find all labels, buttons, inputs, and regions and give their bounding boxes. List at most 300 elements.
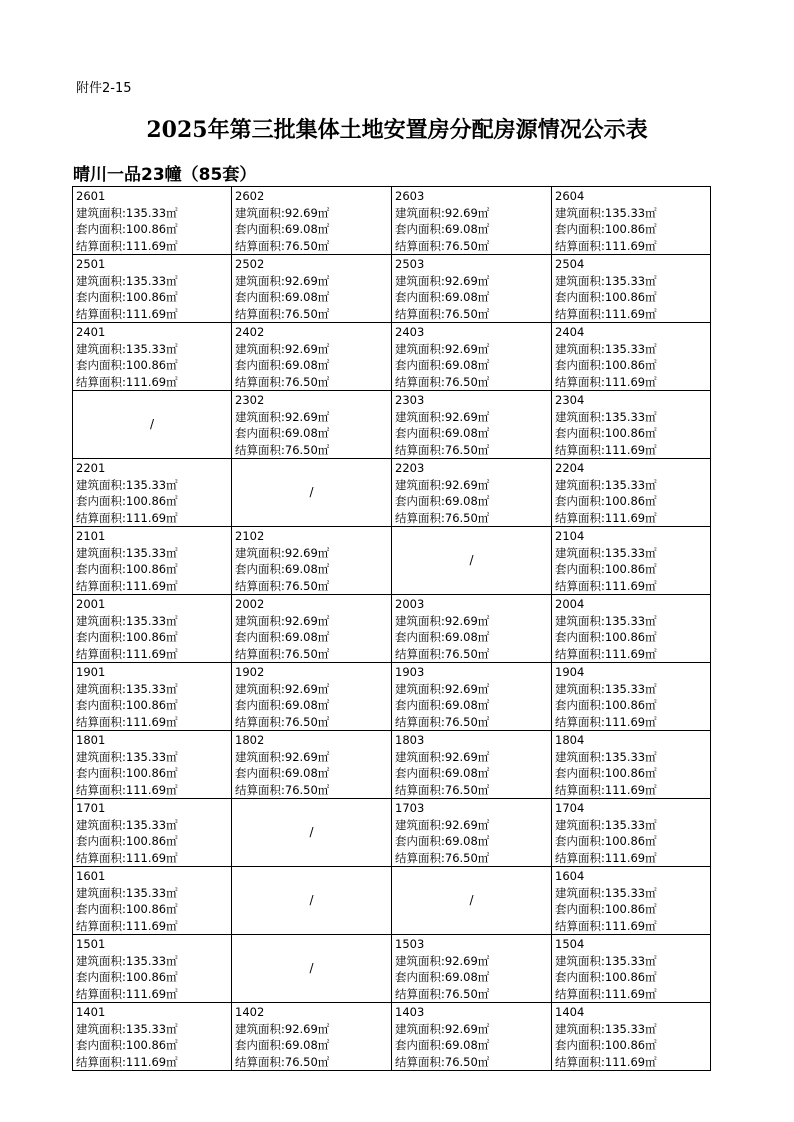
floor-row [73, 255, 711, 323]
build-area-label: 建筑面积: [555, 749, 605, 764]
build-area-value: 92.69㎡ [284, 341, 330, 356]
inner-area-label: 套内面积: [555, 1038, 605, 1052]
settle-area-label: 结算面积: [395, 238, 445, 253]
settle-area-label: 结算面积: [395, 306, 445, 321]
unit-number: 1604 [555, 869, 585, 883]
build-area-value: 92.69㎡ [284, 613, 330, 628]
settle-area-value: 111.69㎡ [125, 306, 178, 321]
inner-area-label: 套内面积: [76, 630, 126, 644]
build-area-value: 92.69㎡ [444, 1021, 490, 1036]
inner-area [235, 425, 388, 442]
inner-area [395, 1037, 548, 1054]
build-area-label: 建筑面积: [395, 477, 445, 492]
unit-cell [73, 731, 232, 799]
settle-area-label: 结算面积: [555, 1054, 605, 1069]
build-area [76, 205, 228, 222]
build-area-value: 135.33㎡ [125, 817, 178, 832]
settle-area [555, 646, 707, 663]
inner-area-label: 套内面积: [555, 766, 605, 780]
unit-cell [232, 595, 392, 663]
inner-area-value: 100.86㎡ [125, 358, 178, 372]
unit-number: 2601 [76, 189, 106, 203]
build-area [555, 749, 707, 766]
inner-area-value: 69.08㎡ [444, 494, 490, 508]
unit-number: 2402 [235, 325, 265, 339]
inner-area [555, 425, 707, 442]
inner-area-value: 100.86㎡ [125, 698, 178, 712]
unit-cell [73, 663, 232, 731]
inner-area [76, 765, 228, 782]
build-area [235, 409, 388, 426]
build-area-label: 建筑面积: [235, 613, 285, 628]
inner-area-value: 69.08㎡ [444, 970, 490, 984]
build-area-value: 135.33㎡ [125, 205, 178, 220]
build-area [555, 681, 707, 698]
build-area-label: 建筑面积: [555, 477, 605, 492]
build-area [395, 477, 548, 494]
unit-number: 2603 [395, 189, 425, 203]
inner-area-value: 69.08㎡ [444, 290, 490, 304]
settle-area-label: 结算面积: [76, 918, 126, 933]
build-area-label: 建筑面积: [235, 273, 285, 288]
unit-cell [552, 527, 711, 595]
build-area-label: 建筑面积: [555, 817, 605, 832]
settle-area [76, 986, 228, 1003]
inner-area-value: 100.86㎡ [125, 494, 178, 508]
build-area-label: 建筑面积: [555, 885, 605, 900]
build-area-value: 135.33㎡ [125, 681, 178, 696]
build-area-value: 135.33㎡ [604, 205, 657, 220]
unit-number: 1703 [395, 801, 425, 815]
empty-mark: / [149, 417, 155, 432]
inner-area [76, 221, 228, 238]
settle-area-label: 结算面积: [235, 578, 285, 593]
settle-area [76, 646, 228, 663]
settle-area [395, 374, 548, 391]
inner-area [395, 493, 548, 510]
build-area [76, 477, 228, 494]
inner-area [76, 697, 228, 714]
inner-area-value: 69.08㎡ [284, 358, 330, 372]
inner-area-label: 套内面积: [395, 358, 445, 372]
floor-row [73, 935, 711, 1003]
inner-area [76, 357, 228, 374]
build-area-label: 建筑面积: [235, 409, 285, 424]
build-area-value: 135.33㎡ [125, 545, 178, 560]
unit-cell [552, 663, 711, 731]
unit-number: 1401 [76, 1005, 106, 1019]
build-area-value: 92.69㎡ [444, 953, 490, 968]
settle-area [235, 578, 388, 595]
unit-cell [552, 799, 711, 867]
unit-number: 2203 [395, 461, 425, 475]
build-area-label: 建筑面积: [76, 953, 126, 968]
inner-area-label: 套内面积: [235, 562, 285, 576]
build-area [555, 341, 707, 358]
floor-row [73, 187, 711, 255]
inner-area-label: 套内面积: [395, 494, 445, 508]
build-area-label: 建筑面积: [395, 341, 445, 356]
build-area-value: 135.33㎡ [125, 477, 178, 492]
settle-area-label: 结算面积: [395, 986, 445, 1001]
settle-area [235, 646, 388, 663]
unit-number: 1803 [395, 733, 425, 747]
settle-area-value: 111.69㎡ [604, 918, 657, 933]
settle-area-label: 结算面积: [395, 850, 445, 865]
build-area-value: 92.69㎡ [284, 545, 330, 560]
settle-area-value: 111.69㎡ [604, 578, 657, 593]
inner-area [235, 221, 388, 238]
settle-area-value: 76.50㎡ [284, 238, 330, 253]
inner-area-value: 69.08㎡ [284, 426, 330, 440]
inner-area-label: 套内面积: [76, 222, 126, 236]
unit-number: 2502 [235, 257, 265, 271]
settle-area [76, 918, 228, 935]
unit-number: 1704 [555, 801, 585, 815]
build-area [555, 409, 707, 426]
inner-area-value: 100.86㎡ [125, 902, 178, 916]
settle-area-value: 76.50㎡ [444, 782, 490, 797]
build-area-label: 建筑面积: [235, 341, 285, 356]
build-area-value: 135.33㎡ [604, 681, 657, 696]
build-area [76, 817, 228, 834]
settle-area-label: 结算面积: [555, 442, 605, 457]
inner-area [76, 629, 228, 646]
inner-area-value: 69.08㎡ [444, 834, 490, 848]
build-area-label: 建筑面积: [555, 205, 605, 220]
settle-area-label: 结算面积: [76, 850, 126, 865]
build-area-label: 建筑面积: [395, 205, 445, 220]
settle-area [555, 374, 707, 391]
inner-area-value: 69.08㎡ [444, 766, 490, 780]
build-area-label: 建筑面积: [555, 409, 605, 424]
inner-area-label: 套内面积: [555, 630, 605, 644]
build-area [235, 273, 388, 290]
unit-cell [392, 255, 552, 323]
unit-cell [232, 187, 392, 255]
settle-area [555, 782, 707, 799]
settle-area-value: 111.69㎡ [604, 782, 657, 797]
inner-area [395, 629, 548, 646]
build-area-label: 建筑面积: [395, 953, 445, 968]
unit-cell [552, 867, 711, 935]
settle-area-value: 76.50㎡ [444, 850, 490, 865]
inner-area-label: 套内面积: [395, 290, 445, 304]
settle-area-label: 结算面积: [555, 850, 605, 865]
build-area [395, 341, 548, 358]
inner-area [555, 357, 707, 374]
settle-area [235, 374, 388, 391]
inner-area-label: 套内面积: [235, 426, 285, 440]
settle-area-value: 111.69㎡ [125, 918, 178, 933]
settle-area-value: 111.69㎡ [125, 578, 178, 593]
settle-area [395, 510, 548, 527]
inner-area [235, 561, 388, 578]
unit-cell [73, 323, 232, 391]
build-area [555, 545, 707, 562]
build-area [555, 477, 707, 494]
settle-area-label: 结算面积: [76, 714, 126, 729]
empty-mark: / [309, 825, 314, 840]
settle-area [395, 986, 548, 1003]
build-area-label: 建筑面积: [76, 817, 126, 832]
inner-area [555, 901, 707, 918]
settle-area [235, 306, 388, 323]
build-area-value: 92.69㎡ [444, 681, 490, 696]
unit-number: 2201 [76, 461, 106, 475]
settle-area [235, 1054, 388, 1071]
inner-area-label: 套内面积: [235, 222, 285, 236]
settle-area [555, 850, 707, 867]
inner-area-label: 套内面积: [395, 766, 445, 780]
floor-row [73, 1003, 711, 1071]
unit-number: 2604 [555, 189, 585, 203]
build-area-label: 建筑面积: [395, 749, 445, 764]
unit-number: 2101 [76, 529, 106, 543]
empty-cell [392, 527, 552, 595]
inner-area [76, 561, 228, 578]
settle-area-label: 结算面积: [395, 1054, 445, 1069]
housing-table [72, 186, 711, 1071]
unit-cell [73, 867, 232, 935]
inner-area-label: 套内面积: [76, 766, 126, 780]
build-area-label: 建筑面积: [555, 681, 605, 696]
build-area [235, 341, 388, 358]
build-area-value: 135.33㎡ [604, 613, 657, 628]
build-area [76, 545, 228, 562]
unit-number: 1403 [395, 1005, 425, 1019]
settle-area-label: 结算面积: [555, 238, 605, 253]
settle-area [76, 374, 228, 391]
build-area [235, 613, 388, 630]
settle-area [235, 782, 388, 799]
settle-area-label: 结算面积: [235, 1054, 285, 1069]
inner-area-label: 套内面积: [235, 630, 285, 644]
inner-area-value: 69.08㎡ [444, 630, 490, 644]
build-area-label: 建筑面积: [555, 545, 605, 560]
build-area-label: 建筑面积: [76, 477, 126, 492]
inner-area-label: 套内面积: [555, 562, 605, 576]
build-area-label: 建筑面积: [555, 341, 605, 356]
inner-area [76, 901, 228, 918]
unit-cell [552, 935, 711, 1003]
settle-area-value: 111.69㎡ [604, 238, 657, 253]
inner-area [395, 765, 548, 782]
settle-area-label: 结算面积: [235, 238, 285, 253]
build-area-label: 建筑面积: [235, 749, 285, 764]
settle-area [76, 578, 228, 595]
settle-area-value: 76.50㎡ [284, 578, 330, 593]
settle-area-label: 结算面积: [395, 374, 445, 389]
build-area-value: 92.69㎡ [444, 273, 490, 288]
inner-area-value: 100.86㎡ [604, 834, 657, 848]
build-area [395, 273, 548, 290]
inner-area-value: 69.08㎡ [444, 222, 490, 236]
inner-area [76, 969, 228, 986]
unit-cell [552, 255, 711, 323]
inner-area-value: 69.08㎡ [444, 358, 490, 372]
inner-area [76, 493, 228, 510]
build-area-value: 135.33㎡ [125, 341, 178, 356]
inner-area-label: 套内面积: [555, 426, 605, 440]
unit-number: 2602 [235, 189, 265, 203]
inner-area [555, 833, 707, 850]
unit-number: 1404 [555, 1005, 585, 1019]
settle-area-value: 76.50㎡ [284, 782, 330, 797]
floor-row [73, 391, 711, 459]
settle-area [555, 306, 707, 323]
inner-area-value: 100.86㎡ [125, 970, 178, 984]
build-area [395, 1021, 548, 1038]
build-area-value: 135.33㎡ [604, 477, 657, 492]
build-area [235, 545, 388, 562]
settle-area-label: 结算面积: [76, 238, 126, 253]
inner-area-label: 套内面积: [555, 358, 605, 372]
settle-area [555, 442, 707, 459]
attachment-label: 附件2-15 [76, 81, 132, 96]
unit-cell [73, 935, 232, 1003]
unit-number: 2102 [235, 529, 265, 543]
unit-number: 1504 [555, 937, 585, 951]
build-area-label: 建筑面积: [235, 1021, 285, 1036]
build-area-value: 92.69㎡ [444, 749, 490, 764]
inner-area [235, 765, 388, 782]
inner-area-value: 100.86㎡ [604, 494, 657, 508]
floor-row [73, 799, 711, 867]
unit-cell [392, 935, 552, 1003]
unit-cell [73, 187, 232, 255]
inner-area-label: 套内面积: [555, 970, 605, 984]
inner-area-value: 100.86㎡ [604, 698, 657, 712]
build-area-label: 建筑面积: [76, 749, 126, 764]
inner-area-value: 69.08㎡ [444, 698, 490, 712]
unit-number: 2501 [76, 257, 106, 271]
build-area [555, 273, 707, 290]
build-area [76, 613, 228, 630]
build-area-label: 建筑面积: [76, 545, 126, 560]
settle-area [555, 578, 707, 595]
inner-area-label: 套内面积: [235, 1038, 285, 1052]
build-area-value: 92.69㎡ [284, 1021, 330, 1036]
page-title: 2025年第三批集体土地安置房分配房源情况公示表 [146, 117, 648, 143]
inner-area-value: 69.08㎡ [284, 766, 330, 780]
settle-area-label: 结算面积: [555, 646, 605, 661]
unit-cell [392, 663, 552, 731]
build-area [395, 681, 548, 698]
unit-cell [392, 391, 552, 459]
build-area-value: 135.33㎡ [604, 545, 657, 560]
settle-area [395, 646, 548, 663]
build-area-value: 92.69㎡ [444, 613, 490, 628]
unit-cell [232, 1003, 392, 1071]
build-area [76, 341, 228, 358]
settle-area [235, 442, 388, 459]
settle-area [395, 238, 548, 255]
settle-area [235, 714, 388, 731]
unit-number: 1901 [76, 665, 106, 679]
inner-area-value: 100.86㎡ [604, 630, 657, 644]
unit-cell [73, 799, 232, 867]
inner-area-value: 100.86㎡ [604, 766, 657, 780]
unit-number: 2304 [555, 393, 585, 407]
build-area [395, 749, 548, 766]
settle-area-label: 结算面积: [235, 646, 285, 661]
build-area [395, 409, 548, 426]
settle-area-value: 111.69㎡ [125, 646, 178, 661]
settle-area [395, 442, 548, 459]
settle-area-value: 111.69㎡ [125, 1054, 178, 1069]
build-area [76, 885, 228, 902]
floor-row [73, 663, 711, 731]
unit-number: 2204 [555, 461, 585, 475]
build-area-value: 92.69㎡ [444, 817, 490, 832]
inner-area-value: 69.08㎡ [284, 562, 330, 576]
inner-area-label: 套内面积: [76, 970, 126, 984]
build-area-label: 建筑面积: [395, 1021, 445, 1036]
build-area-value: 135.33㎡ [604, 1021, 657, 1036]
unit-number: 2002 [235, 597, 265, 611]
inner-area-label: 套内面积: [395, 426, 445, 440]
build-area-label: 建筑面积: [235, 545, 285, 560]
inner-area [555, 697, 707, 714]
build-area-label: 建筑面积: [395, 613, 445, 628]
settle-area-value: 111.69㎡ [604, 1054, 657, 1069]
settle-area-label: 结算面积: [76, 578, 126, 593]
settle-area-label: 结算面积: [395, 646, 445, 661]
unit-number: 2004 [555, 597, 585, 611]
settle-area-label: 结算面积: [235, 782, 285, 797]
inner-area-value: 69.08㎡ [284, 290, 330, 304]
settle-area-value: 111.69㎡ [125, 374, 178, 389]
unit-number: 2001 [76, 597, 106, 611]
inner-area [555, 289, 707, 306]
settle-area-label: 结算面积: [76, 1054, 126, 1069]
build-area-value: 92.69㎡ [444, 409, 490, 424]
settle-area [555, 510, 707, 527]
settle-area-value: 76.50㎡ [444, 646, 490, 661]
inner-area [235, 629, 388, 646]
inner-area-label: 套内面积: [395, 222, 445, 236]
settle-area-value: 76.50㎡ [444, 986, 490, 1001]
unit-cell [392, 1003, 552, 1071]
inner-area [395, 357, 548, 374]
settle-area-label: 结算面积: [555, 374, 605, 389]
unit-cell [552, 459, 711, 527]
settle-area-value: 111.69㎡ [125, 510, 178, 525]
settle-area-value: 111.69㎡ [604, 306, 657, 321]
build-area-label: 建筑面积: [555, 613, 605, 628]
unit-number: 2401 [76, 325, 106, 339]
inner-area-value: 100.86㎡ [125, 290, 178, 304]
build-area-value: 135.33㎡ [125, 749, 178, 764]
settle-area [395, 782, 548, 799]
settle-area [76, 238, 228, 255]
settle-area-value: 111.69㎡ [125, 238, 178, 253]
inner-area-value: 69.08㎡ [444, 1038, 490, 1052]
settle-area [395, 850, 548, 867]
settle-area-label: 结算面积: [76, 646, 126, 661]
settle-area-label: 结算面积: [395, 442, 445, 457]
unit-number: 1402 [235, 1005, 265, 1019]
inner-area-value: 69.08㎡ [284, 698, 330, 712]
build-area [235, 1021, 388, 1038]
settle-area-label: 结算面积: [555, 918, 605, 933]
unit-number: 1701 [76, 801, 106, 815]
inner-area [395, 833, 548, 850]
unit-number: 2403 [395, 325, 425, 339]
settle-area [555, 918, 707, 935]
inner-area [555, 1037, 707, 1054]
